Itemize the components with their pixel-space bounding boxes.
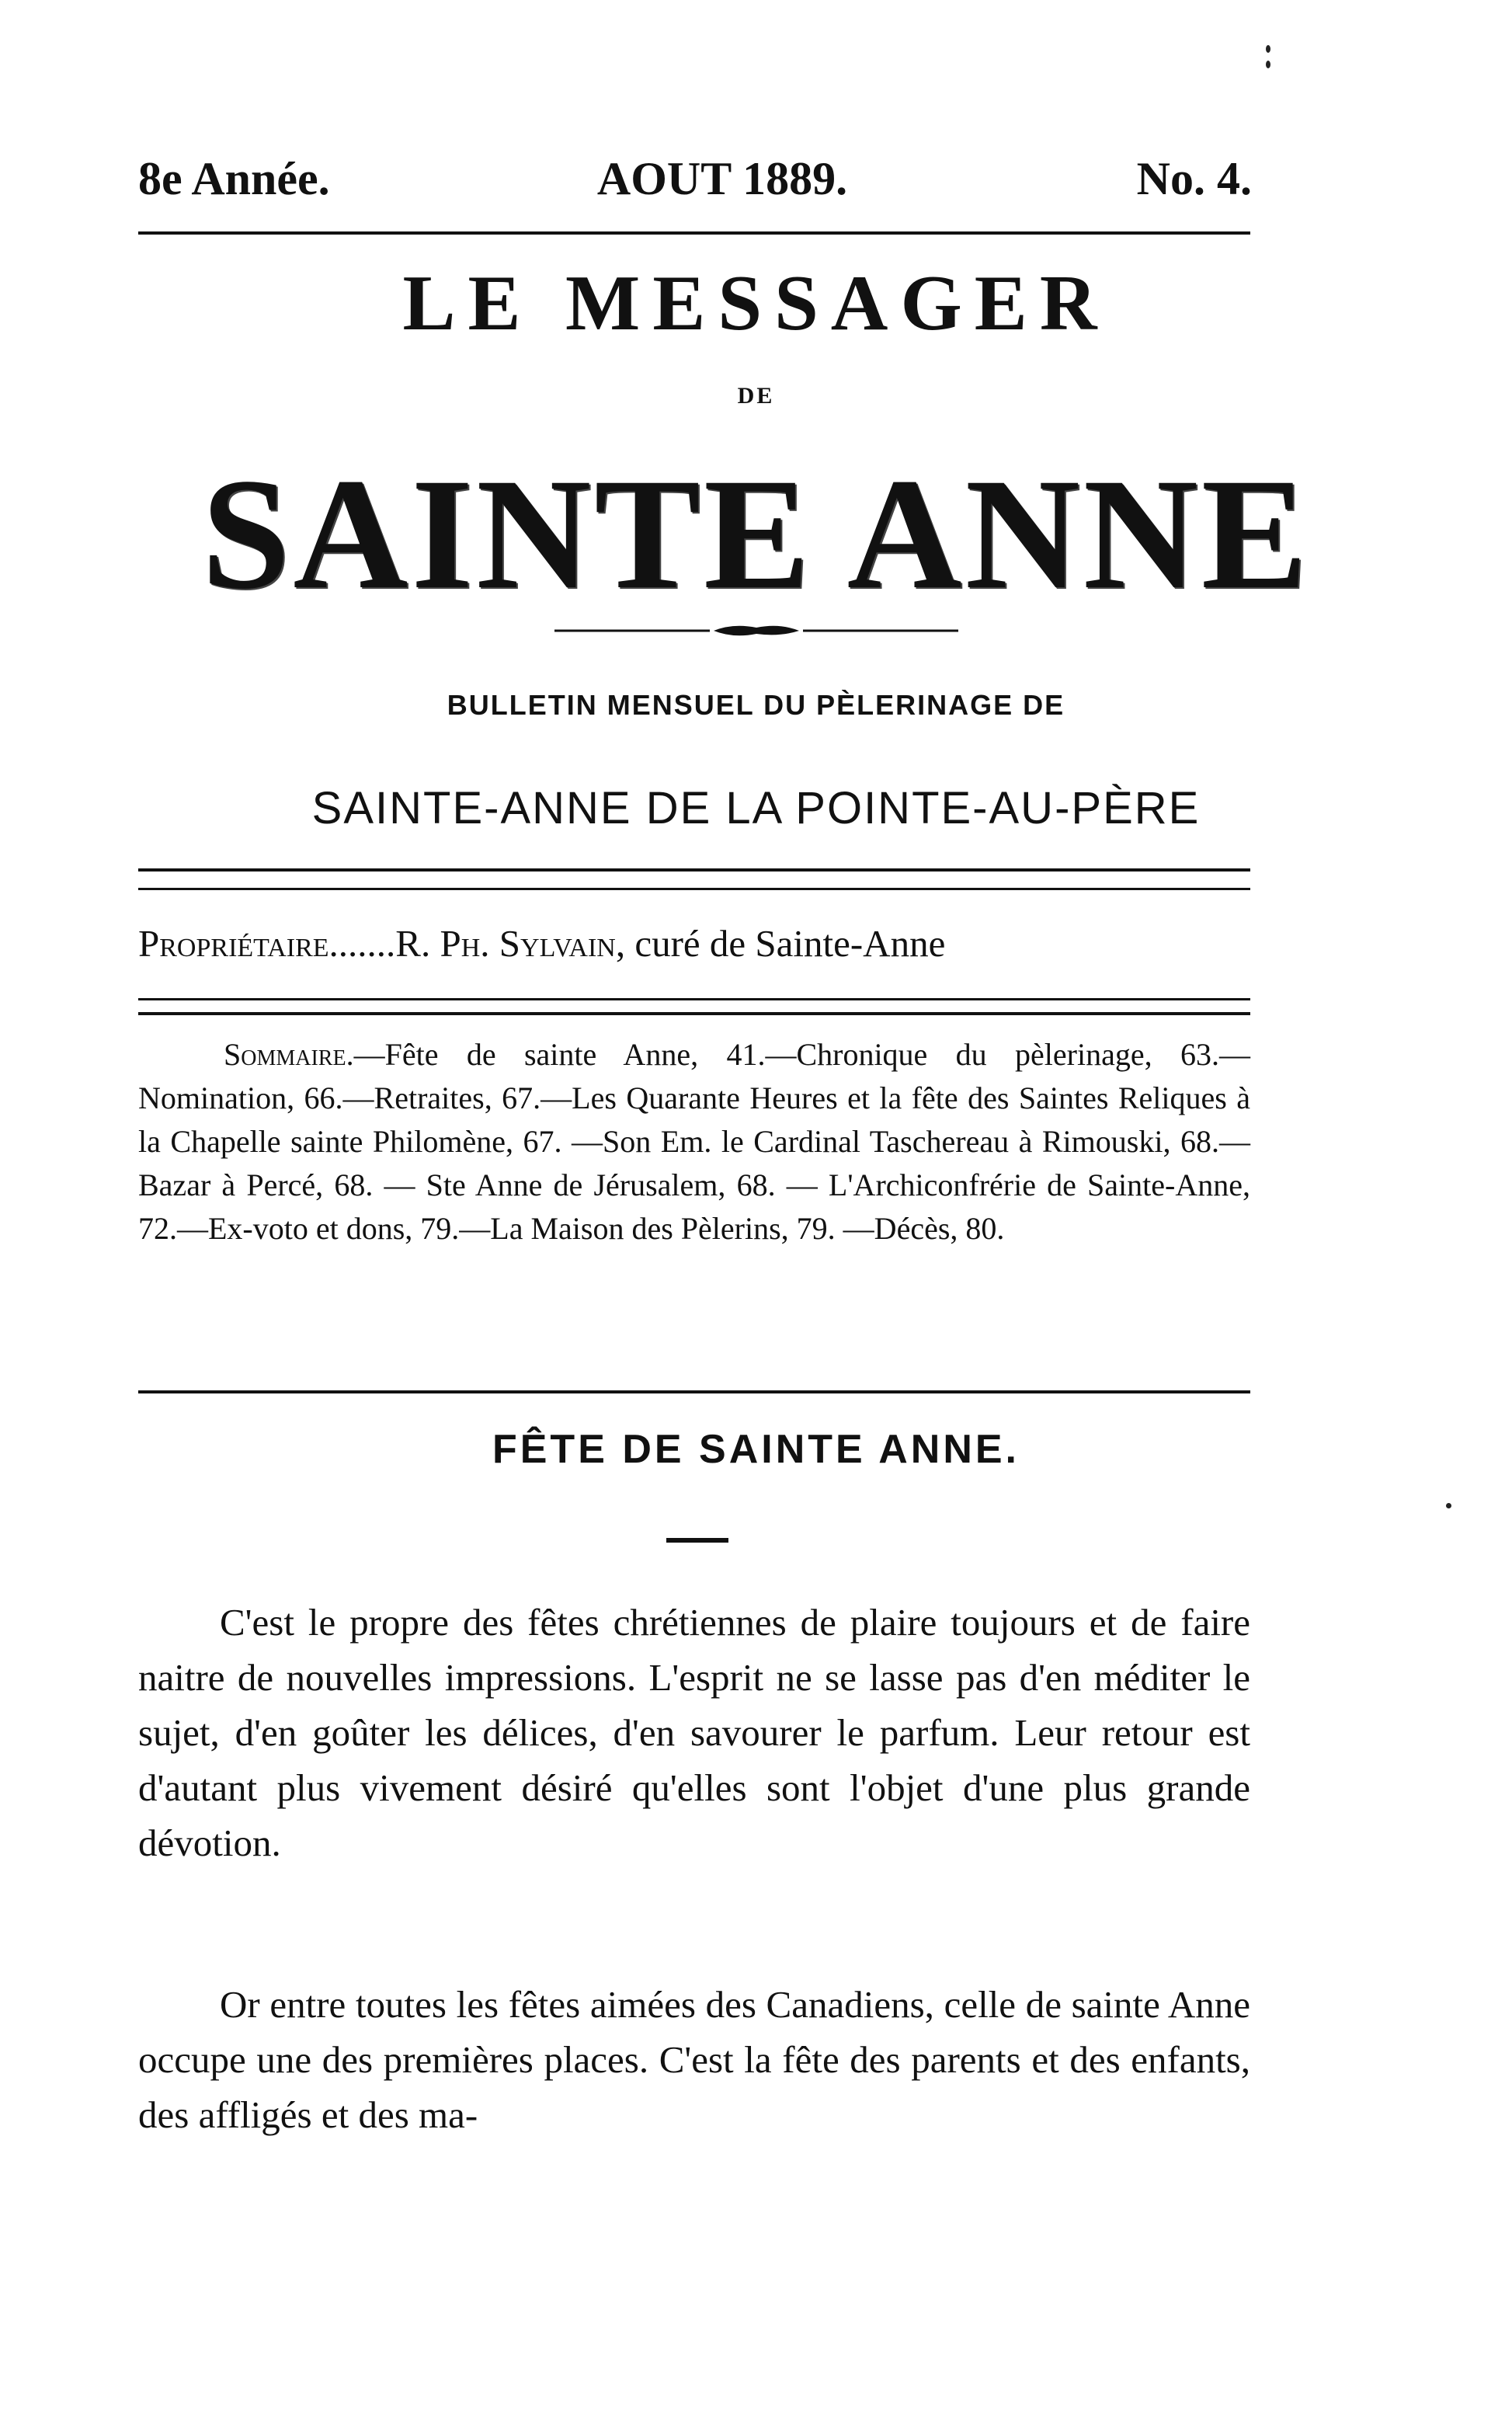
section-rule (138, 1390, 1250, 1393)
table-of-contents (138, 1033, 1250, 1251)
proprietaire-line (138, 922, 1250, 965)
sommaire-text: —Fête de sainte Anne, 41.—Chronique du pèlerinage, 63.—Nomination, 66.—Retraites, 67.—Les Quarante Heures et la fête des Saintes Reliques à la Chapelle sainte Philomène, 67. —Son Em. le Cardinal Taschereau à Rimouski, 68.—Bazar à Percé, 68. — Ste Anne de Jérusalem, 68. — L'Archiconfrérie de Sainte-Anne, 72.—Ex-voto et dons, 79.—La Maison des Pèlerins, 79. —Décès, 80. (138, 1037, 1250, 1246)
masthead-title-line2: SAINTE ANNE (201, 446, 1311, 622)
masthead-connector: DE (737, 383, 775, 409)
ornament-divider (0, 621, 1512, 643)
header-rule (138, 231, 1250, 235)
article-title: FÊTE DE SAINTE ANNE. (492, 1427, 1020, 1472)
proprietaire-dots: ....... (328, 922, 396, 965)
double-rule-top-a (138, 868, 1250, 872)
double-rule-top-b (138, 888, 1250, 890)
issue-date: AOUT 1889. (596, 153, 848, 204)
article-paragraph-2: Or entre toutes les fêtes aimées des Canadiens, celle de sainte Anne occupe une des premières places. C'est la fête des parents et des enfants, des affligés et des ma- (138, 1983, 1250, 2136)
location-subtitle: SAINTE-ANNE DE LA POINTE-AU-PÈRE (311, 783, 1201, 833)
issue-year: 8e Année. (138, 153, 330, 204)
proprietaire-label: Propriétaire (138, 922, 329, 965)
masthead-title-line1: LE MESSAGER (402, 259, 1110, 347)
scan-speck (1266, 45, 1270, 53)
proprietaire-role: curé de Sainte-Anne (634, 922, 946, 965)
double-rule-mid-a (138, 998, 1250, 1000)
proprietaire-name: R. Ph. Sylvain, (395, 922, 626, 965)
bulletin-subtitle: BULLETIN MENSUEL DU PÈLERINAGE DE (447, 689, 1065, 721)
scan-speck (1446, 1503, 1451, 1508)
title-dash (666, 1538, 728, 1543)
scan-speck (1266, 61, 1270, 68)
double-rule-mid-b (138, 1012, 1250, 1015)
article-paragraph-1: C'est le propre des fêtes chrétiennes de plaire toujours et de faire naitre de nouvelles impressions. L'esprit ne se lasse pas d'en méditer le sujet, d'en goûter les délices, d'en savourer le parfum. Leur retour est d'autant plus vivement désiré qu'elles sont l'objet d'une plus grande dévotion. (138, 1601, 1250, 1864)
sommaire-label: Sommaire. (224, 1037, 354, 1072)
issue-number: No. 4. (1136, 153, 1252, 204)
